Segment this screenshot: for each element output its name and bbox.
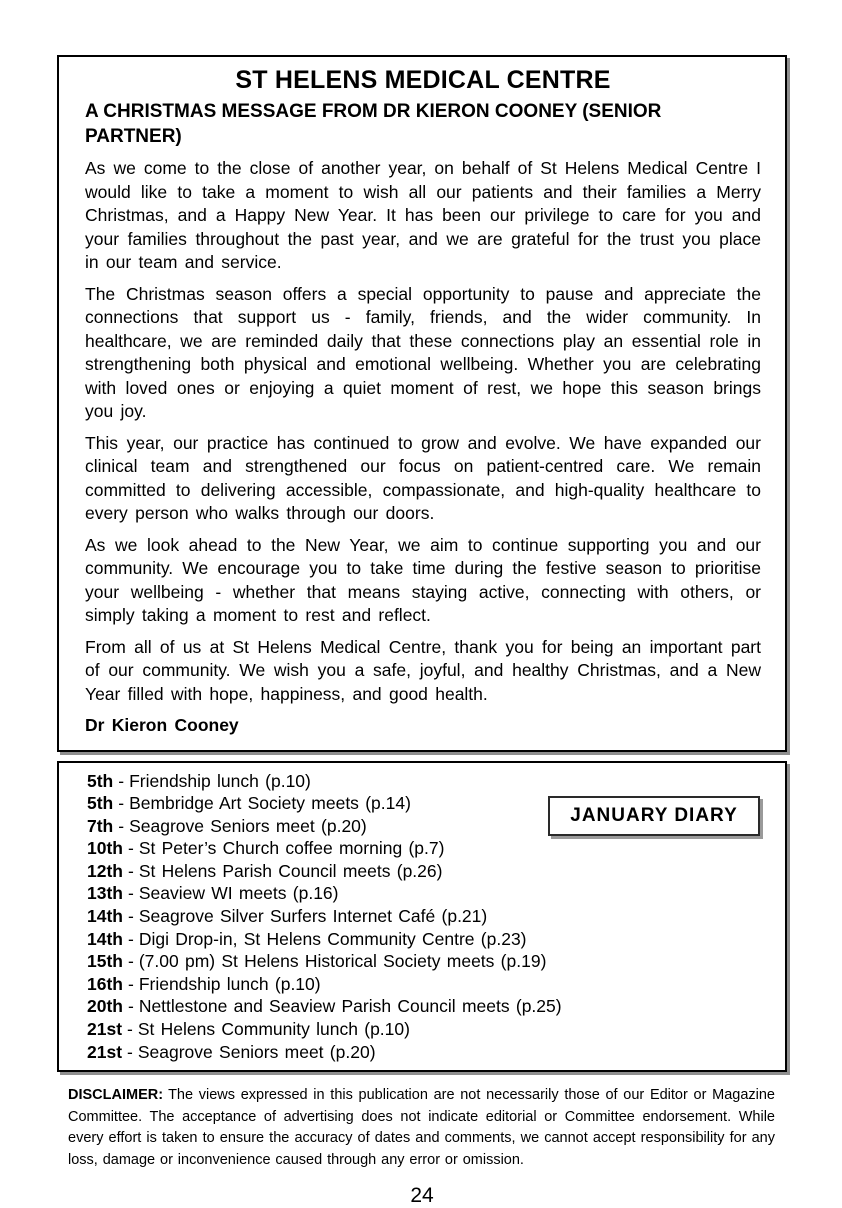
disclaimer-text: The views expressed in this publication are not necessarily those of our Editor or Magazine Committee. The acceptance of advertising does not indicate editorial or Committee endorsement. While every effort is taken to ensure the accuracy of dates and comments, we cannot accept responsibility for any loss, damage or inconvenience caused through any error or omission.: [68, 1087, 775, 1168]
diary-entry-text: Nettlestone and Seaview Parish Council meets (p.25): [138, 996, 562, 1017]
diary-entry: [87, 860, 765, 883]
diary-entry-date: 21st: [87, 1041, 123, 1062]
diary-entry-separator: -: [127, 996, 134, 1017]
disclaimer-label: DISCLAIMER:: [68, 1087, 164, 1104]
diary-entry-date: 5th: [87, 770, 114, 791]
diary-entry-separator: -: [127, 1019, 133, 1040]
article-title: ST HELENS MEDICAL CENTRE: [235, 66, 611, 94]
diary-entry-text: (7.00 pm) St Helens Historical Society meets (p.19): [138, 951, 547, 972]
january-diary-box: [57, 761, 787, 1073]
diary-entry: [87, 973, 765, 996]
diary-entry-date: 12th: [87, 860, 123, 881]
diary-entry-date: 16th: [87, 973, 123, 994]
diary-entry-text: Digi Drop-in, St Helens Community Centre (p.23): [138, 928, 527, 949]
diary-entry-text: Seagrove Seniors meet (p.20): [137, 1041, 376, 1062]
diary-entry-date: 7th: [87, 815, 114, 836]
diary-entry-text: St Helens Community lunch (p.10): [137, 1019, 410, 1040]
diary-entry-separator: -: [127, 883, 134, 904]
diary-entry: [87, 1041, 765, 1064]
diary-entry-text: Seaview WI meets (p.16): [138, 883, 339, 904]
diary-entry-separator: -: [127, 860, 134, 881]
diary-entry: [87, 1018, 765, 1041]
diary-entry-separator: -: [127, 928, 134, 949]
diary-entry-separator: -: [127, 951, 134, 972]
diary-entry-date: 14th: [87, 928, 123, 949]
diary-entry-separator: -: [118, 793, 125, 814]
diary-entry: [87, 770, 765, 793]
diary-entry-date: 13th: [87, 883, 123, 904]
medical-centre-article-box: [57, 55, 787, 752]
diary-entry: [87, 995, 765, 1018]
diary-entry-separator: -: [127, 973, 134, 994]
diary-entry-date: 5th: [87, 793, 114, 814]
diary-entry-text: St Helens Parish Council meets (p.26): [138, 860, 443, 881]
page-number: 24: [410, 1184, 434, 1208]
diary-entry-date: 14th: [87, 906, 123, 927]
diary-entry: [87, 928, 765, 951]
diary-entry-text: St Peter’s Church coffee morning (p.7): [138, 838, 445, 859]
diary-entry-text: Seagrove Silver Surfers Internet Café (p.21): [138, 906, 488, 927]
diary-entry-text: Friendship lunch (p.10): [129, 770, 311, 791]
disclaimer: [68, 1085, 775, 1171]
article-paragraph-5: From all of us at St Helens Medical Centre, thank you for being an important part of our community. We wish you a safe, joyful, and healthy Christmas, and a New Year filled with hope, happiness, and good health.: [85, 636, 761, 704]
article-signature: Dr Kieron Cooney: [85, 715, 239, 735]
diary-entry-separator: -: [127, 838, 134, 859]
article-paragraph-1: As we come to the close of another year, on behalf of St Helens Medical Centre I would like to take a moment to wish all our patients and their families a Merry Christmas, and a Happy New Year. It has been our privilege to care for you and your families throughout the past year, and we are grateful for the trust you place in our team and service.: [85, 158, 761, 272]
diary-entry-separator: -: [118, 770, 125, 791]
article-subtitle: A CHRISTMAS MESSAGE FROM DR KIERON COONEY (SENIOR PARTNER): [85, 101, 662, 147]
diary-entry-text: Seagrove Seniors meet (p.20): [129, 815, 367, 836]
article-paragraph-3: This year, our practice has continued to grow and evolve. We have expanded our clinical team and strengthened our focus on patient-centred care. We remain committed to delivering accessible, compassionate, and high-quality healthcare to every person who walks through our doors.: [85, 432, 761, 523]
article-paragraph-2: The Christmas season offers a special opportunity to pause and appreciate the connections that support us - family, friends, and the wider community. In healthcare, we are reminded daily that these connections play an essential role in strengthening both physical and emotional wellbeing. Whether you are celebrating with loved ones or enjoying a quiet moment of rest, we hope this season brings you joy.: [85, 283, 761, 421]
diary-entry: [87, 905, 765, 928]
diary-entry-text: Friendship lunch (p.10): [138, 973, 321, 994]
diary-entry-text: Bembridge Art Society meets (p.14): [129, 793, 411, 814]
diary-entry: [87, 837, 765, 860]
diary-entry-date: 15th: [87, 951, 123, 972]
diary-entry-date: 20th: [87, 996, 123, 1017]
article-paragraph-4: As we look ahead to the New Year, we aim to continue supporting you and our community. We encourage you to take time during the festive season to prioritise your wellbeing - whether that means staying active, connecting with others, or simply taking a moment to rest and reflect.: [85, 534, 761, 625]
diary-entry-separator: -: [118, 815, 125, 836]
diary-entry-date: 10th: [87, 838, 123, 859]
diary-entry-separator: -: [127, 906, 134, 927]
diary-entry-date: 21st: [87, 1019, 123, 1040]
diary-title-box: [548, 796, 760, 836]
diary-entry: [87, 882, 765, 905]
diary-entry: [87, 950, 765, 973]
diary-entry-separator: -: [127, 1041, 133, 1062]
diary-title: JANUARY DIARY: [570, 804, 738, 826]
